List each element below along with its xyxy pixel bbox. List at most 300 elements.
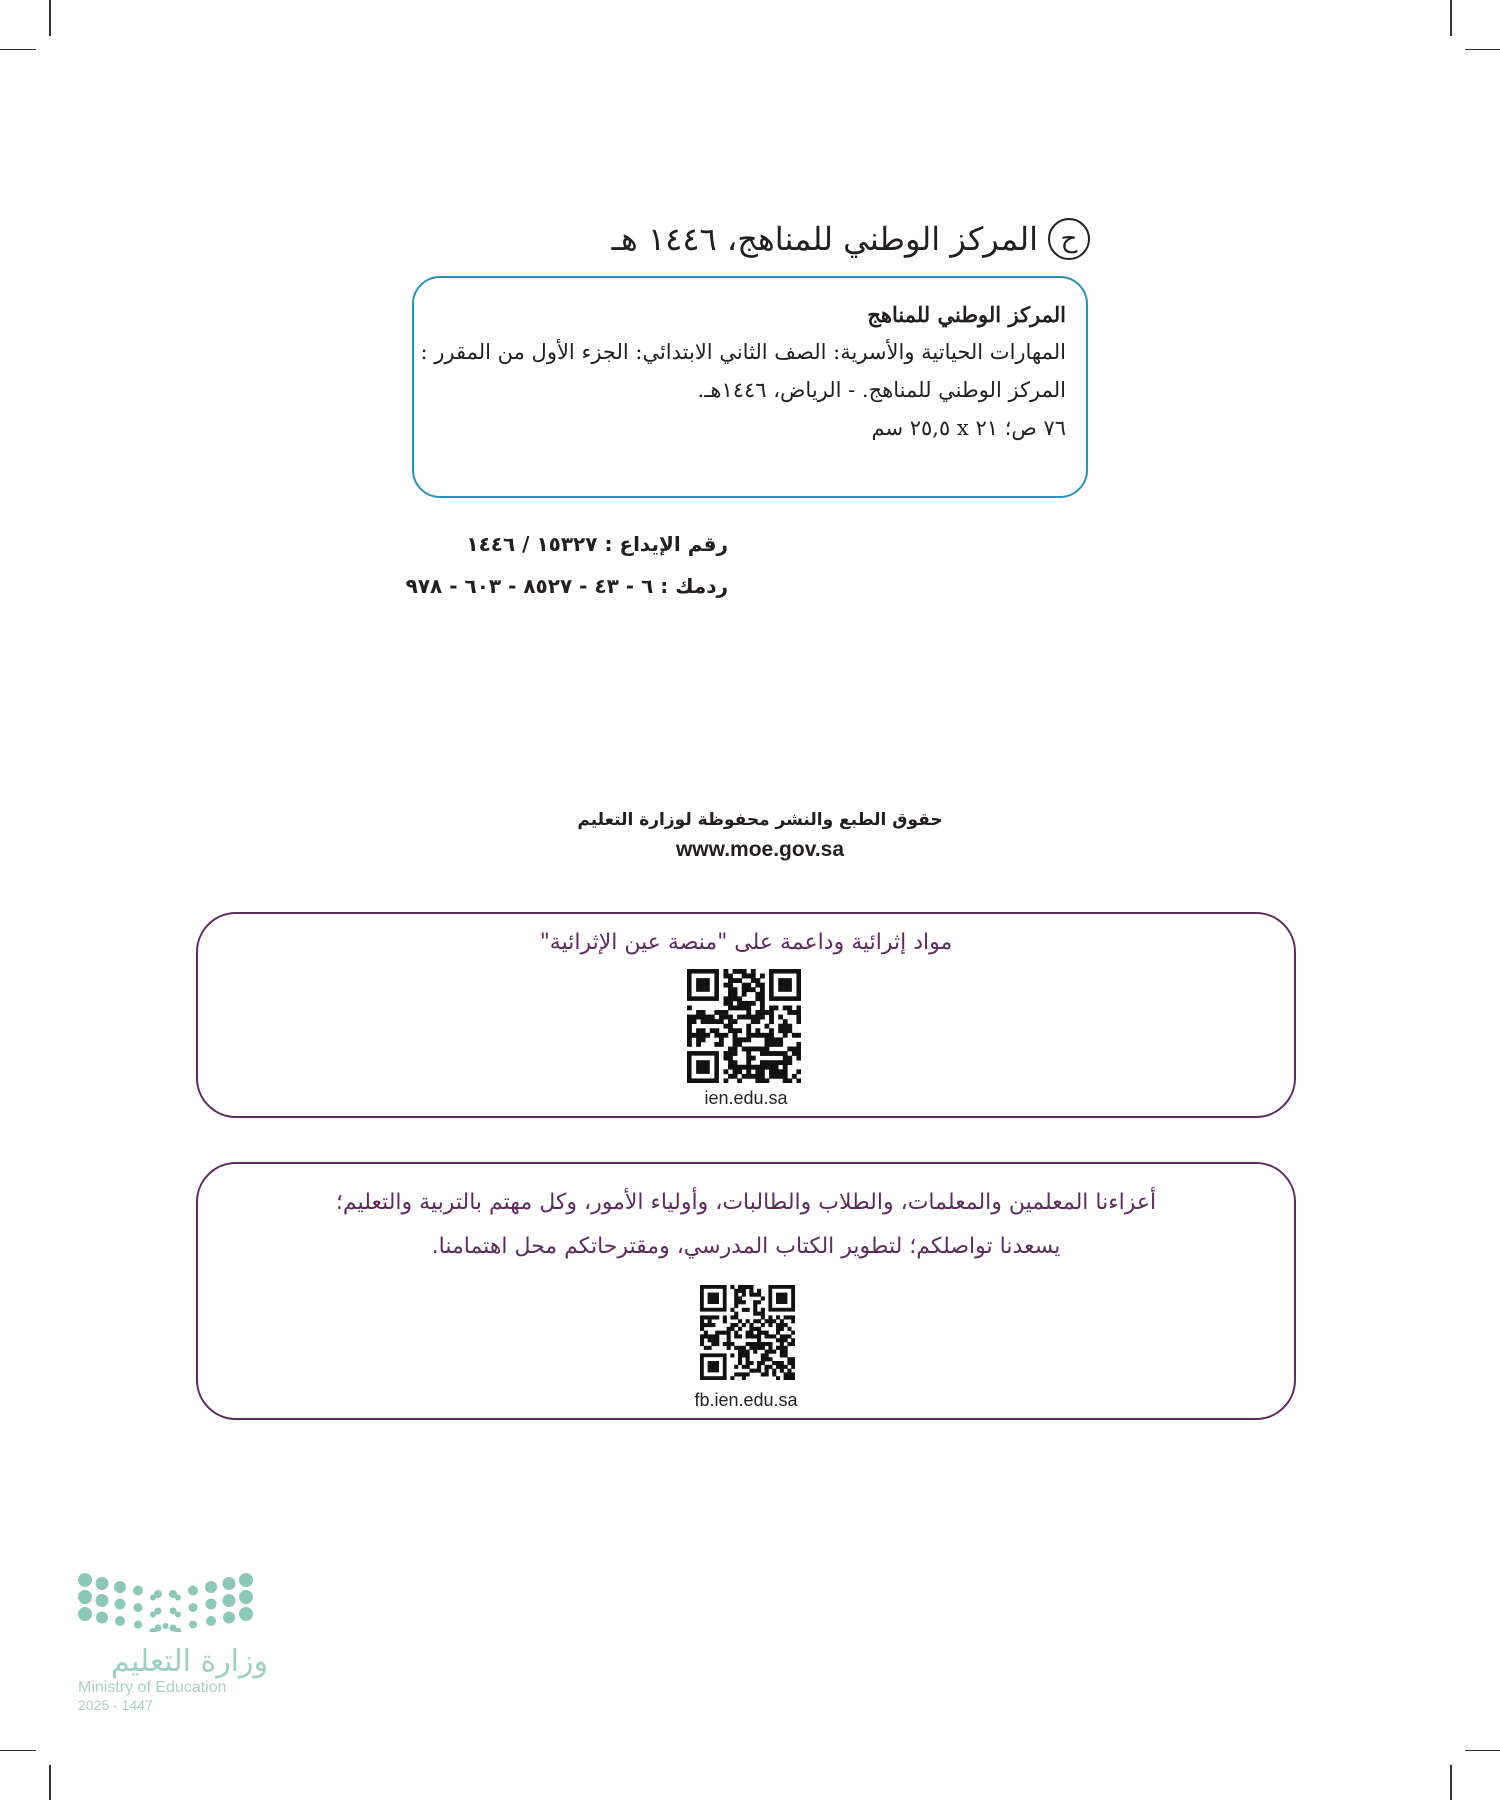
logo-dot [189, 1621, 197, 1629]
qr-module [765, 1078, 770, 1083]
logo-dot [206, 1616, 216, 1626]
qr-module [783, 1051, 788, 1056]
qr-module [768, 1323, 772, 1327]
qr-module [755, 992, 760, 997]
qr-code-feedback[interactable] [700, 1285, 795, 1380]
logo-dot [96, 1612, 108, 1624]
qr-module [780, 1346, 784, 1350]
qr-module [792, 1051, 797, 1056]
qr-module [746, 1005, 751, 1010]
qr-module [714, 1042, 719, 1047]
qr-module [710, 1015, 715, 1020]
logo-dot [134, 1603, 143, 1612]
qr-module [719, 1019, 724, 1024]
qr-module [687, 1019, 692, 1024]
qr-module [704, 1334, 708, 1338]
qr-module [746, 1047, 751, 1052]
qr-code-ien[interactable] [687, 969, 801, 1083]
qr-module [780, 1338, 784, 1342]
qr-module [727, 1338, 731, 1342]
qr-module [708, 1346, 712, 1350]
logo-dot [239, 1590, 253, 1604]
qr-module [730, 1285, 734, 1289]
logo-dot [175, 1612, 181, 1618]
qr-module [719, 1037, 724, 1042]
qr-module [791, 1376, 795, 1380]
qr-module [757, 1361, 761, 1365]
qr-module [738, 1353, 742, 1357]
qr-module [696, 1015, 701, 1020]
qr-module [774, 1037, 779, 1042]
qr-module [774, 1042, 779, 1047]
qr-module [765, 1334, 769, 1338]
qr-module [761, 1312, 765, 1316]
qr-module [701, 1015, 706, 1020]
logo-dot [114, 1581, 126, 1593]
logo-dot [239, 1607, 253, 1621]
qr-module [784, 1323, 788, 1327]
qr-module [742, 992, 747, 997]
qr-module [749, 1331, 753, 1335]
qr-module [787, 1342, 791, 1346]
qr-module [742, 1285, 746, 1289]
qr-module [734, 1312, 738, 1316]
qr-module [742, 969, 747, 974]
qr-module [772, 1369, 776, 1373]
qr-module [737, 996, 742, 1001]
qr-module [778, 1024, 783, 1029]
qr-module [784, 1346, 788, 1350]
qr-module [734, 1372, 738, 1376]
qr-module [772, 1319, 776, 1323]
qr-module [796, 1047, 801, 1052]
qr-module [734, 1334, 738, 1338]
qr-module [738, 1334, 742, 1338]
qr-module [738, 1289, 742, 1293]
qr-module [704, 1346, 708, 1350]
qr-module [733, 1028, 738, 1033]
qr-module [765, 1051, 770, 1056]
logo-dot [223, 1577, 236, 1590]
qr-module [746, 1350, 750, 1354]
qr-module [705, 1015, 710, 1020]
qr-module [778, 1028, 783, 1033]
qr-module [687, 1037, 692, 1042]
qr-module [783, 1078, 788, 1083]
qr-module [765, 1060, 770, 1065]
qr-module [733, 996, 738, 1001]
qr-module [760, 1015, 765, 1020]
qr-module [746, 1361, 750, 1365]
qr-module [733, 987, 738, 992]
qr-module [757, 1338, 761, 1342]
qr-module [765, 1319, 769, 1323]
qr-module [783, 1069, 788, 1074]
qr-finder-core [696, 1060, 710, 1074]
qr-module [742, 1047, 747, 1052]
qr-module [796, 1069, 801, 1074]
qr-module [734, 1365, 738, 1369]
qr-module [751, 974, 756, 979]
qr-module [738, 1346, 742, 1350]
qr-module [753, 1300, 757, 1304]
qr-module [796, 1078, 801, 1083]
qr-module [696, 1037, 701, 1042]
qr-module [761, 1346, 765, 1350]
qr-module [723, 1024, 728, 1029]
crop-mark [49, 0, 51, 36]
qr-module [742, 1376, 746, 1380]
qr-module [711, 1338, 715, 1342]
qr-module [746, 1331, 750, 1335]
qr-module [792, 1033, 797, 1038]
qr-module [687, 1028, 692, 1033]
qr-module [737, 1028, 742, 1033]
qr-module [714, 1028, 719, 1033]
qr-module [696, 1010, 701, 1015]
qr-module [733, 978, 738, 983]
qr-module [728, 1060, 733, 1065]
logo-arabic: وزارة التعليم [110, 1644, 268, 1679]
qr-module [765, 1369, 769, 1373]
qr-finder-core [708, 1293, 719, 1304]
qr-module [746, 1001, 751, 1006]
catalog-publisher: المركز الوطني للمناهج [867, 302, 1066, 327]
qr-module [751, 978, 756, 983]
qr-module [742, 1365, 746, 1369]
qr-module [737, 1042, 742, 1047]
logo-dot [175, 1595, 181, 1601]
qr-module [761, 1308, 765, 1312]
qr-module [687, 1005, 692, 1010]
qr-module [776, 1331, 780, 1335]
qr-module [755, 996, 760, 1001]
feedback-url[interactable]: fb.ien.edu.sa [694, 1390, 798, 1410]
qr-module [791, 1315, 795, 1319]
qr-module [734, 1304, 738, 1308]
qr-module [742, 1001, 747, 1006]
qr-module [751, 1047, 756, 1052]
qr-module [783, 1056, 788, 1061]
qr-module [746, 987, 751, 992]
qr-module [687, 1015, 692, 1020]
qr-module [783, 1065, 788, 1070]
qr-module [751, 1019, 756, 1024]
qr-module [765, 1342, 769, 1346]
qr-module [734, 1315, 738, 1319]
qr-module [765, 1331, 769, 1335]
qr-module [733, 1033, 738, 1038]
qr-module [784, 1353, 788, 1357]
rights-text: حقوق الطبع والنشر محفوظة لوزارة التعليم [577, 810, 943, 830]
qr-module [737, 1001, 742, 1006]
logo-dot [223, 1612, 235, 1624]
qr-module [733, 1065, 738, 1070]
qr-module [730, 1342, 734, 1346]
qr-module [705, 1033, 710, 1038]
qr-module [719, 1331, 723, 1335]
qr-module [783, 1060, 788, 1065]
qr-module [768, 1346, 772, 1350]
qr-module [776, 1327, 780, 1331]
qr-module [760, 996, 765, 1001]
qr-module [769, 1033, 774, 1038]
qr-module [708, 1319, 712, 1323]
qr-module [730, 1308, 734, 1312]
qr-module [787, 1047, 792, 1052]
qr-module [728, 1051, 733, 1056]
qr-module [761, 1361, 765, 1365]
qr-module [778, 1015, 783, 1020]
ien-url[interactable]: ien.edu.sa [704, 1088, 788, 1108]
qr-module [746, 1372, 750, 1376]
qr-module [723, 1331, 727, 1335]
qr-module [742, 1289, 746, 1293]
qr-module [787, 1357, 791, 1361]
qr-module [784, 1376, 788, 1380]
qr-module [772, 1372, 776, 1376]
qr-module [723, 1315, 727, 1319]
qr-module [757, 1346, 761, 1350]
qr-module [769, 1019, 774, 1024]
feedback-line: أعزاءنا المعلمين والمعلمات، والطلاب والطالبات، وأولياء الأمور، وكل مهتم بالتربية والتعليم؛ [335, 1190, 1157, 1215]
qr-module [742, 1350, 746, 1354]
qr-module [701, 1010, 706, 1015]
qr-module [742, 1372, 746, 1376]
qr-module [700, 1338, 704, 1342]
qr-module [787, 1060, 792, 1065]
qr-module [755, 1028, 760, 1033]
qr-module [755, 1065, 760, 1070]
qr-module [765, 1033, 770, 1038]
qr-module [780, 1350, 784, 1354]
qr-module [776, 1338, 780, 1342]
qr-module [733, 1060, 738, 1065]
qr-module [742, 983, 747, 988]
qr-module [749, 1342, 753, 1346]
qr-module [746, 1065, 751, 1070]
qr-module [784, 1350, 788, 1354]
ministry-logo [78, 1572, 268, 1713]
qr-module [774, 1069, 779, 1074]
qr-module [772, 1334, 776, 1338]
qr-module [692, 1033, 697, 1038]
qr-module [742, 1323, 746, 1327]
crop-mark [1450, 0, 1452, 36]
qr-module [796, 1010, 801, 1015]
qr-module [765, 1047, 770, 1052]
qr-module [761, 1342, 765, 1346]
qr-module [701, 1033, 706, 1038]
qr-module [742, 1300, 746, 1304]
qr-module [753, 1293, 757, 1297]
qr-module [723, 1001, 728, 1006]
qr-module [742, 1308, 746, 1312]
qr-module [746, 1060, 751, 1065]
ien-box [196, 912, 1296, 1118]
copyright-title [612, 218, 1090, 260]
qr-module [746, 1024, 751, 1029]
qr-module [738, 1300, 742, 1304]
ien-text: مواد إثرائية وداعمة على "منصة عين الإثرائية" [539, 930, 953, 955]
qr-module [737, 1037, 742, 1042]
qr-module [746, 1037, 751, 1042]
qr-module [780, 1323, 784, 1327]
qr-module [727, 1327, 731, 1331]
qr-module [746, 1015, 751, 1020]
logo-dot [96, 1594, 109, 1607]
qr-module [737, 1015, 742, 1020]
qr-module [787, 1024, 792, 1029]
qr-module [774, 1065, 779, 1070]
logo-dot [206, 1599, 217, 1610]
qr-module [760, 1001, 765, 1006]
qr-module [749, 1346, 753, 1350]
qr-module [728, 1001, 733, 1006]
qr-module [760, 983, 765, 988]
qr-module [753, 1350, 757, 1354]
qr-module [774, 1051, 779, 1056]
qr-module [769, 1010, 774, 1015]
qr-module [760, 1047, 765, 1052]
qr-module [787, 1010, 792, 1015]
qr-module [738, 1372, 742, 1376]
website-link[interactable]: www.moe.gov.sa [675, 838, 845, 861]
qr-module [714, 1019, 719, 1024]
qr-module [768, 1334, 772, 1338]
qr-module [728, 978, 733, 983]
qr-module [719, 1010, 724, 1015]
qr-module [734, 1346, 738, 1350]
qr-module [730, 1353, 734, 1357]
logo-dot [115, 1599, 126, 1610]
qr-module [701, 1019, 706, 1024]
qr-module [723, 1078, 728, 1083]
qr-module [687, 1024, 692, 1029]
qr-module [784, 1372, 788, 1376]
qr-module [742, 1005, 747, 1010]
qr-module [723, 974, 728, 979]
qr-module [791, 1331, 795, 1335]
crop-mark [1465, 1750, 1500, 1751]
qr-module [778, 1037, 783, 1042]
qr-module [700, 1315, 704, 1319]
qr-module [765, 1065, 770, 1070]
qr-finder-core [696, 978, 710, 992]
qr-module [738, 1357, 742, 1361]
qr-module [710, 1028, 715, 1033]
qr-module [780, 1319, 784, 1323]
qr-module [769, 1042, 774, 1047]
qr-module [746, 1056, 751, 1061]
qr-module [728, 983, 733, 988]
qr-module [753, 1304, 757, 1308]
qr-module [757, 1365, 761, 1369]
qr-module [761, 1357, 765, 1361]
qr-module [710, 1019, 715, 1024]
logo-dot [223, 1594, 236, 1607]
qr-module [746, 1285, 750, 1289]
qr-module [778, 1069, 783, 1074]
qr-module [761, 1331, 765, 1335]
qr-module [760, 1005, 765, 1010]
qr-module [723, 969, 728, 974]
logo-dot [134, 1621, 142, 1629]
qr-module [692, 1019, 697, 1024]
qr-module [738, 1361, 742, 1365]
qr-module [746, 1308, 750, 1312]
qr-module [753, 1346, 757, 1350]
qr-module [746, 1334, 750, 1338]
qr-module [714, 1010, 719, 1015]
qr-module [757, 1289, 761, 1293]
qr-module [704, 1315, 708, 1319]
qr-module [780, 1342, 784, 1346]
qr-module [787, 1334, 791, 1338]
qr-module [751, 1065, 756, 1070]
logo-dot [78, 1573, 92, 1587]
qr-module [730, 1315, 734, 1319]
qr-module [749, 1289, 753, 1293]
logo-dot [189, 1603, 198, 1612]
qr-module [769, 1005, 774, 1010]
qr-module [728, 1028, 733, 1033]
qr-module [765, 1010, 770, 1015]
qr-module [761, 1372, 765, 1376]
qr-module [791, 1357, 795, 1361]
qr-module [784, 1338, 788, 1342]
logo-dots-icon [78, 1572, 253, 1632]
qr-module [787, 1372, 791, 1376]
qr-module [783, 1019, 788, 1024]
qr-module [746, 1365, 750, 1369]
qr-module [760, 1065, 765, 1070]
qr-module [704, 1323, 708, 1327]
qr-module [757, 1327, 761, 1331]
qr-module [778, 1074, 783, 1079]
qr-module [719, 1033, 724, 1038]
qr-module [733, 1069, 738, 1074]
logo-dot [188, 1586, 198, 1596]
qr-module [742, 1074, 747, 1079]
qr-module [701, 1028, 706, 1033]
qr-module [751, 1015, 756, 1020]
qr-module [746, 1319, 750, 1323]
qr-module [733, 969, 738, 974]
qr-module [768, 1350, 772, 1354]
qr-module [755, 1010, 760, 1015]
qr-module [734, 1323, 738, 1327]
qr-module [760, 1010, 765, 1015]
qr-module [787, 1028, 792, 1033]
qr-module [760, 1033, 765, 1038]
qr-module [701, 1037, 706, 1042]
qr-module [769, 1065, 774, 1070]
qr-module [796, 1056, 801, 1061]
qr-module [728, 1056, 733, 1061]
feedback-box [196, 1162, 1296, 1420]
qr-module [751, 1056, 756, 1061]
qr-module [708, 1334, 712, 1338]
qr-module [746, 1069, 751, 1074]
qr-module [769, 1015, 774, 1020]
qr-module [733, 1019, 738, 1024]
qr-module [723, 1319, 727, 1323]
qr-module [746, 1033, 751, 1038]
qr-module [730, 1323, 734, 1327]
qr-module [708, 1315, 712, 1319]
qr-module [723, 983, 728, 988]
